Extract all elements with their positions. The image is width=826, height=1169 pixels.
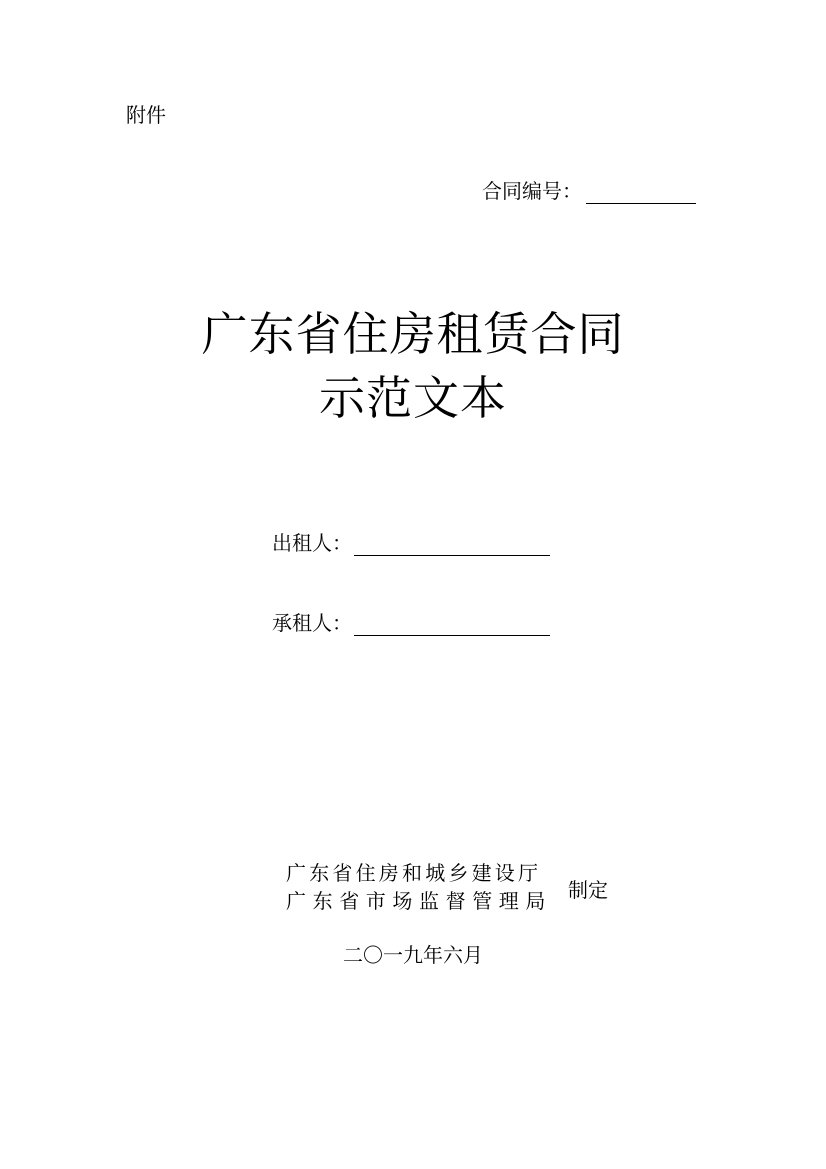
issuer-market-regulation: 广东省市场监督管理局: [286, 889, 552, 913]
lessee-blank: [354, 613, 550, 636]
attachment-label: 附件: [126, 103, 166, 127]
lessor-label: 出租人：: [272, 531, 352, 555]
contract-number-blank: [586, 183, 696, 204]
lessor-field: [272, 530, 550, 556]
enacted-label: 制定: [568, 878, 608, 902]
issue-date: 二〇一九年六月: [343, 943, 483, 967]
lessee-label: 承租人：: [272, 611, 352, 635]
contract-number: [482, 178, 696, 204]
lessee-field: [272, 610, 550, 636]
document-title: 广东省住房租赁合同: [201, 307, 625, 361]
lessor-blank: [354, 533, 550, 556]
contract-number-label: 合同编号：: [482, 179, 582, 203]
document-subtitle: 示范文本: [319, 371, 507, 425]
issuer-housing-department: 广东省住房和城乡建设厅: [286, 861, 542, 885]
